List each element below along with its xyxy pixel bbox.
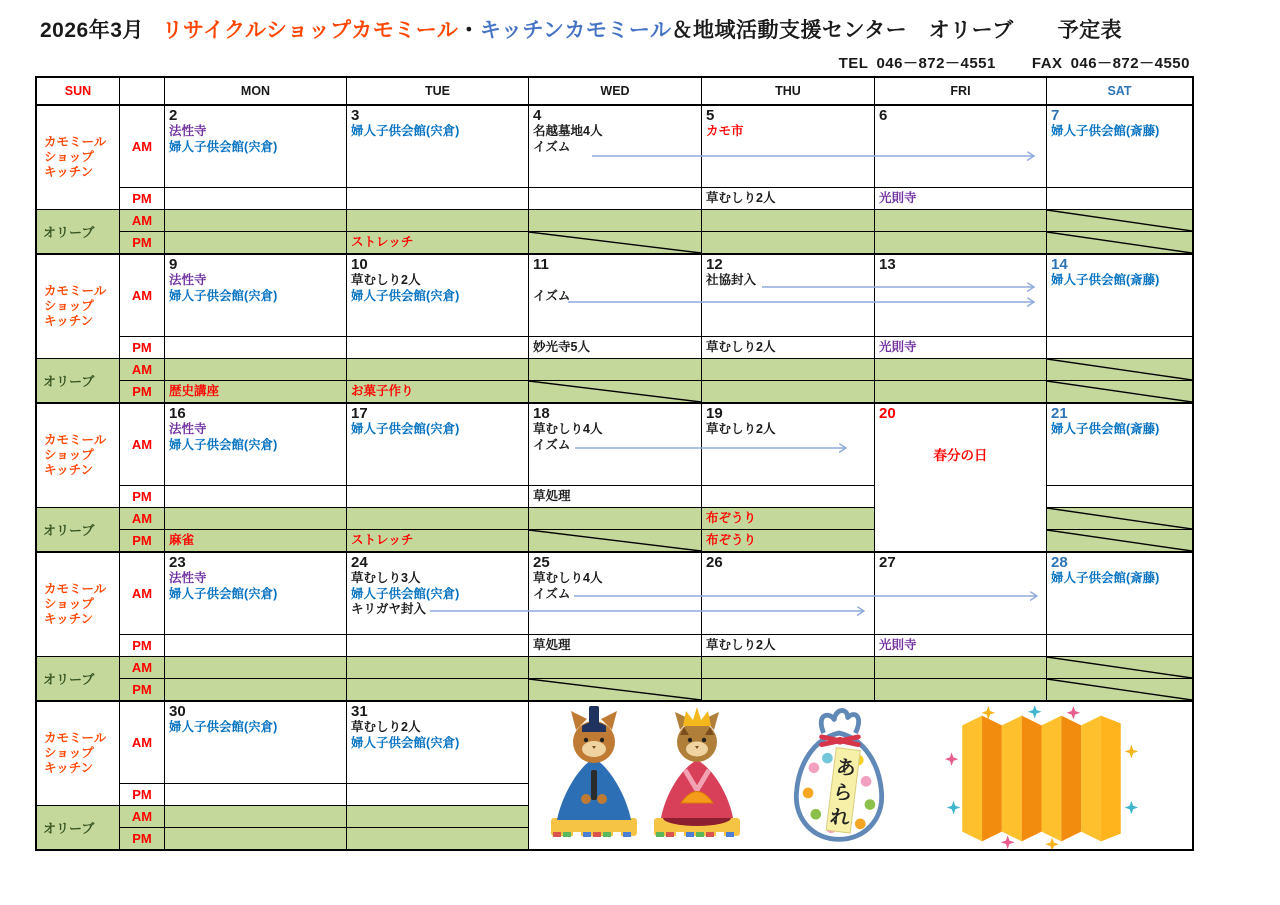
fax-number: 046－872－4550 xyxy=(1070,55,1190,72)
date-number: 19 xyxy=(706,405,723,422)
arare-char: ら xyxy=(831,781,854,806)
w4-sat-olive-pm-cell xyxy=(1047,679,1192,700)
w2-mon-olive-am-cell xyxy=(165,359,347,381)
title-sheet: 予定表 xyxy=(1057,19,1123,42)
w1-tue-olive-pm-cell: ストレッチ xyxy=(347,232,529,253)
w2-fri-am-cell xyxy=(875,255,1047,337)
event: カモ市 xyxy=(706,124,744,138)
am-label: AM xyxy=(120,702,165,784)
date-number: 10 xyxy=(351,256,368,273)
event: 婦人子供会館(斎藤) xyxy=(1051,124,1160,138)
olive-pm-label: PM xyxy=(120,530,165,551)
w1-fri-olive-am-cell xyxy=(875,210,1047,232)
label-line: カモミール xyxy=(44,135,107,149)
header-tue: TUE xyxy=(347,78,529,104)
w3-thu-pm-cell xyxy=(702,486,875,508)
closed-slash-icon xyxy=(1047,508,1192,529)
header-sat: SAT xyxy=(1107,84,1132,98)
header-mon: MON xyxy=(165,78,347,104)
w1-thu-olive-am-cell xyxy=(702,210,875,232)
date-number: 3 xyxy=(351,107,360,124)
w4-tue-olive-pm-cell xyxy=(347,679,529,700)
w2-wed-am-cell xyxy=(529,255,702,337)
w3-wed-olive-pm-cell xyxy=(529,530,702,551)
w3-tue-olive-pm-cell: ストレッチ xyxy=(347,530,529,551)
w2-sat-am-cell xyxy=(1047,255,1192,337)
event: 草むしり2人 xyxy=(706,422,776,436)
pm-label: PM xyxy=(120,486,165,508)
week-5 xyxy=(37,700,1192,849)
w1-thu-am-cell xyxy=(702,106,875,188)
w4-mon-pm-cell xyxy=(165,635,347,657)
w1-fri-pm-cell: 光則寺 xyxy=(875,188,1047,210)
w3-wed-am-cell xyxy=(529,404,702,486)
w3-thu-olive-am-cell: 布ぞうり xyxy=(702,508,875,530)
w4-mon-olive-am-cell xyxy=(165,657,347,679)
header-wed: WED xyxy=(529,78,702,104)
am-label: AM xyxy=(120,255,165,337)
page-title xyxy=(40,14,1122,44)
w1-tue-pm-cell xyxy=(347,188,529,210)
w4-sat-olive-am-cell xyxy=(1047,657,1192,679)
date-number: 13 xyxy=(879,256,896,273)
title-shop: リサイクルショップカモミール xyxy=(161,19,459,42)
closed-slash-icon xyxy=(1047,210,1192,231)
event: イズム xyxy=(533,437,571,452)
am-label: AM xyxy=(120,404,165,486)
w3-wed-pm-cell: 草処理 xyxy=(529,486,702,508)
label-line: ショップ xyxy=(44,746,94,760)
label-line: ショップ xyxy=(44,597,94,611)
w4-thu-olive-pm-cell xyxy=(702,679,875,700)
am-label: AM xyxy=(120,106,165,188)
w1-wed-olive-pm-cell xyxy=(529,232,702,253)
event: 草むしり2人 xyxy=(351,273,421,287)
title-center: ＆地域活動支援センター オリーブ xyxy=(671,19,1014,42)
date-number: 27 xyxy=(879,554,896,571)
header-blank xyxy=(120,78,165,104)
label-line: カモミール xyxy=(44,284,107,298)
header-fri: FRI xyxy=(875,78,1047,104)
w4-fri-pm-cell: 光則寺 xyxy=(875,635,1047,657)
w4-fri-olive-pm-cell xyxy=(875,679,1047,700)
w1-wed-pm-cell xyxy=(529,188,702,210)
contact-line xyxy=(839,52,1190,73)
w3-thu-olive-pm-cell: 布ぞうり xyxy=(702,530,875,551)
w2-thu-am-cell xyxy=(702,255,875,337)
date-number: 17 xyxy=(351,405,368,422)
w4-fri-am-cell xyxy=(875,553,1047,635)
w1-mon-pm-cell xyxy=(165,188,347,210)
w2-wed-olive-am-cell xyxy=(529,359,702,381)
w2-sat-pm-cell xyxy=(1047,337,1192,359)
label-line: キッチン xyxy=(44,612,94,626)
date-number: 6 xyxy=(879,107,888,124)
title-month: 2026年3月 xyxy=(40,19,144,42)
w2-thu-pm-cell: 草むしり2人 xyxy=(702,337,875,359)
w2-fri-olive-pm-cell xyxy=(875,381,1047,402)
olive-am-label: AM xyxy=(120,508,165,530)
label-line: キッチン xyxy=(44,165,94,179)
event: イズム xyxy=(533,289,571,303)
w5-mon-olive-pm-cell xyxy=(165,828,347,849)
date-number: 4 xyxy=(533,107,542,124)
label-line: カモミール xyxy=(44,582,107,596)
event: 婦人子供会館(宍倉) xyxy=(169,288,278,303)
w4-thu-pm-cell: 草むしり2人 xyxy=(702,635,875,657)
w2-sat-olive-pm-cell xyxy=(1047,381,1192,402)
w2-mon-pm-cell xyxy=(165,337,347,359)
w4-wed-olive-pm-cell xyxy=(529,679,702,700)
w1-mon-am-cell xyxy=(165,106,347,188)
camomile-row-label xyxy=(37,255,120,359)
w4-tue-am-cell xyxy=(347,553,529,635)
date-number: 7 xyxy=(1051,107,1060,124)
w1-wed-olive-am-cell xyxy=(529,210,702,232)
olive-pm-label: PM xyxy=(120,679,165,700)
event: 草むしり3人 xyxy=(351,571,421,585)
w2-fri-olive-am-cell xyxy=(875,359,1047,381)
w3-sat-olive-am-cell xyxy=(1047,508,1192,530)
pm-label: PM xyxy=(120,337,165,359)
w1-tue-olive-am-cell xyxy=(347,210,529,232)
title-separator: ・ xyxy=(458,19,480,42)
olive-am-label: AM xyxy=(120,806,165,828)
closed-slash-icon xyxy=(529,530,701,551)
event: イズム xyxy=(533,139,571,154)
am-label: AM xyxy=(120,553,165,635)
event: 婦人子供会館(宍倉) xyxy=(351,422,460,436)
event: 婦人子供会館(斎藤) xyxy=(1051,422,1160,436)
date-number: 16 xyxy=(169,405,186,422)
date-number: 14 xyxy=(1051,256,1068,273)
w3-mon-olive-pm-cell: 麻雀 xyxy=(165,530,347,551)
w3-tue-am-cell xyxy=(347,404,529,486)
event: 婦人子供会館(宍倉) xyxy=(351,735,460,750)
camomile-row-label xyxy=(37,106,120,210)
w2-tue-am-cell xyxy=(347,255,529,337)
olive-am-label: AM xyxy=(120,657,165,679)
olive-row-label: オリーブ xyxy=(37,359,120,402)
header-thu: THU xyxy=(702,78,875,104)
event: 婦人子供会館(宍倉) xyxy=(169,586,278,601)
date-number: 11 xyxy=(533,256,549,273)
w1-sat-am-cell xyxy=(1047,106,1192,188)
event: 婦人子供会館(宍倉) xyxy=(351,288,460,303)
event: 法性寺 xyxy=(169,273,207,287)
w3-sat-pm-cell xyxy=(1047,486,1192,508)
header-sun: SUN xyxy=(37,78,120,104)
event: 名越墓地4人 xyxy=(533,124,603,138)
closed-slash-icon xyxy=(529,679,701,700)
event: 婦人子供会館(斎藤) xyxy=(1051,273,1160,287)
event: 法性寺 xyxy=(169,571,207,585)
closed-slash-icon xyxy=(1047,359,1192,380)
w4-wed-olive-am-cell xyxy=(529,657,702,679)
w1-sat-olive-am-cell xyxy=(1047,210,1192,232)
w2-wed-olive-pm-cell xyxy=(529,381,702,402)
label-line: カモミール xyxy=(44,433,107,447)
olive-am-label: AM xyxy=(120,359,165,381)
week-3 xyxy=(37,402,1192,551)
date-number: 5 xyxy=(706,107,715,124)
event: 法性寺 xyxy=(169,422,207,436)
w3-sat-am-cell xyxy=(1047,404,1192,486)
w4-mon-am-cell xyxy=(165,553,347,635)
w4-mon-olive-pm-cell xyxy=(165,679,347,700)
w2-tue-pm-cell xyxy=(347,337,529,359)
date-number: 20 xyxy=(879,405,896,422)
tel-label: TEL xyxy=(838,55,869,72)
tel-number: 046－872－4551 xyxy=(876,55,996,72)
hinamatsuri-illustration-area xyxy=(529,702,1192,849)
w5-mon-am-cell xyxy=(165,702,347,784)
fax-label: FAX xyxy=(1031,55,1063,72)
closed-slash-icon xyxy=(1047,679,1192,700)
w2-sat-olive-am-cell xyxy=(1047,359,1192,381)
pm-label: PM xyxy=(120,188,165,210)
w1-wed-am-cell xyxy=(529,106,702,188)
date-number: 28 xyxy=(1051,554,1068,571)
event: 婦人子供会館(宍倉) xyxy=(351,586,460,601)
hina-dolls-illustration xyxy=(543,706,748,848)
closed-slash-icon xyxy=(1047,657,1192,678)
w3-tue-pm-cell xyxy=(347,486,529,508)
w4-wed-am-cell xyxy=(529,553,702,635)
date-number: 24 xyxy=(351,554,368,571)
title-kitchen: キッチンカモミール xyxy=(479,19,672,42)
w3-mon-pm-cell xyxy=(165,486,347,508)
olive-pm-label: PM xyxy=(120,828,165,849)
w4-tue-olive-am-cell xyxy=(347,657,529,679)
w1-fri-olive-pm-cell xyxy=(875,232,1047,253)
pm-label: PM xyxy=(120,635,165,657)
w2-mon-am-cell xyxy=(165,255,347,337)
w2-wed-pm-cell: 妙光寺5人 xyxy=(529,337,702,359)
olive-row-label: オリーブ xyxy=(37,210,120,253)
event: 草むしり2人 xyxy=(351,720,421,734)
w3-mon-am-cell xyxy=(165,404,347,486)
date-number: 30 xyxy=(169,703,186,720)
w1-mon-olive-am-cell xyxy=(165,210,347,232)
w4-sat-am-cell xyxy=(1047,553,1192,635)
w4-tue-pm-cell xyxy=(347,635,529,657)
event: 社協封入 xyxy=(706,273,757,287)
pm-label: PM xyxy=(120,784,165,806)
event: 婦人子供会館(斎藤) xyxy=(1051,571,1160,585)
w3-wed-olive-am-cell xyxy=(529,508,702,530)
event: 草むしり4人 xyxy=(533,422,603,436)
w2-thu-olive-am-cell xyxy=(702,359,875,381)
event: 法性寺 xyxy=(169,124,207,138)
weekday-header-row xyxy=(37,78,1192,104)
w1-sat-olive-pm-cell xyxy=(1047,232,1192,253)
w1-thu-pm-cell: 草むしり2人 xyxy=(702,188,875,210)
w1-sat-pm-cell xyxy=(1047,188,1192,210)
event: キリガヤ封入 xyxy=(351,602,426,616)
date-number: 9 xyxy=(169,256,178,273)
week-2 xyxy=(37,253,1192,402)
w2-fri-pm-cell: 光則寺 xyxy=(875,337,1047,359)
w4-thu-am-cell xyxy=(702,553,875,635)
camomile-row-label xyxy=(37,702,120,806)
w2-mon-olive-pm-cell: 歴史講座 xyxy=(165,381,347,402)
w1-mon-olive-pm-cell xyxy=(165,232,347,253)
w1-tue-am-cell xyxy=(347,106,529,188)
date-number: 2 xyxy=(169,107,178,124)
w5-tue-am-cell xyxy=(347,702,529,784)
olive-row-label: オリーブ xyxy=(37,806,120,849)
w4-thu-olive-am-cell xyxy=(702,657,875,679)
date-number: 31 xyxy=(351,703,368,720)
closed-slash-icon xyxy=(1047,232,1192,253)
w2-tue-olive-pm-cell: お菓子作り xyxy=(347,381,529,402)
arare-char: れ xyxy=(828,806,851,831)
date-number: 21 xyxy=(1051,405,1068,422)
arare-bag-illustration xyxy=(774,704,904,849)
olive-am-label: AM xyxy=(120,210,165,232)
week-4 xyxy=(37,551,1192,700)
gold-folding-screen-illustration xyxy=(944,706,1139,849)
camomile-row-label xyxy=(37,553,120,657)
w3-tue-olive-am-cell xyxy=(347,508,529,530)
camomile-row-label xyxy=(37,404,120,508)
label-line: キッチン xyxy=(44,463,94,477)
date-number: 26 xyxy=(706,554,723,571)
date-number: 12 xyxy=(706,256,723,273)
date-number: 23 xyxy=(169,554,186,571)
label-line: キッチン xyxy=(44,761,94,775)
w5-tue-olive-am-cell xyxy=(347,806,529,828)
w2-tue-olive-am-cell xyxy=(347,359,529,381)
w4-wed-pm-cell: 草処理 xyxy=(529,635,702,657)
label-line: カモミール xyxy=(44,731,107,745)
w5-mon-pm-cell xyxy=(165,784,347,806)
label-line: ショップ xyxy=(44,299,94,313)
label-line: キッチン xyxy=(44,314,94,328)
label-line: ショップ xyxy=(44,150,94,164)
date-number: 25 xyxy=(533,554,550,571)
w3-thu-am-cell xyxy=(702,404,875,486)
label-line: ショップ xyxy=(44,448,94,462)
event: 草むしり4人 xyxy=(533,571,603,585)
w1-thu-olive-pm-cell xyxy=(702,232,875,253)
olive-pm-label: PM xyxy=(120,232,165,253)
closed-slash-icon xyxy=(529,381,701,402)
w5-tue-olive-pm-cell xyxy=(347,828,529,849)
event: 婦人子供会館(宍倉) xyxy=(169,720,278,734)
event: 婦人子供会館(宍倉) xyxy=(169,139,278,154)
w1-fri-am-cell xyxy=(875,106,1047,188)
olive-row-label: オリーブ xyxy=(37,657,120,700)
closed-slash-icon xyxy=(1047,530,1192,551)
event: 婦人子供会館(宍倉) xyxy=(351,124,460,138)
w5-tue-pm-cell xyxy=(347,784,529,806)
event: 婦人子供会館(宍倉) xyxy=(169,437,278,452)
week-1 xyxy=(37,104,1192,253)
w3-fri-holiday-cell xyxy=(875,404,1047,551)
closed-slash-icon xyxy=(529,232,701,253)
event: イズム xyxy=(533,586,571,601)
closed-slash-icon xyxy=(1047,381,1192,402)
olive-row-label: オリーブ xyxy=(37,508,120,551)
w3-sat-olive-pm-cell xyxy=(1047,530,1192,551)
w3-mon-olive-am-cell xyxy=(165,508,347,530)
olive-pm-label: PM xyxy=(120,381,165,402)
schedule-table xyxy=(35,76,1194,851)
w5-mon-olive-am-cell xyxy=(165,806,347,828)
w2-thu-olive-pm-cell xyxy=(702,381,875,402)
date-number: 18 xyxy=(533,405,550,422)
holiday-name: 春分の日 xyxy=(933,448,988,463)
arare-char: あ xyxy=(835,756,857,781)
w4-sat-pm-cell xyxy=(1047,635,1192,657)
w4-fri-olive-am-cell xyxy=(875,657,1047,679)
